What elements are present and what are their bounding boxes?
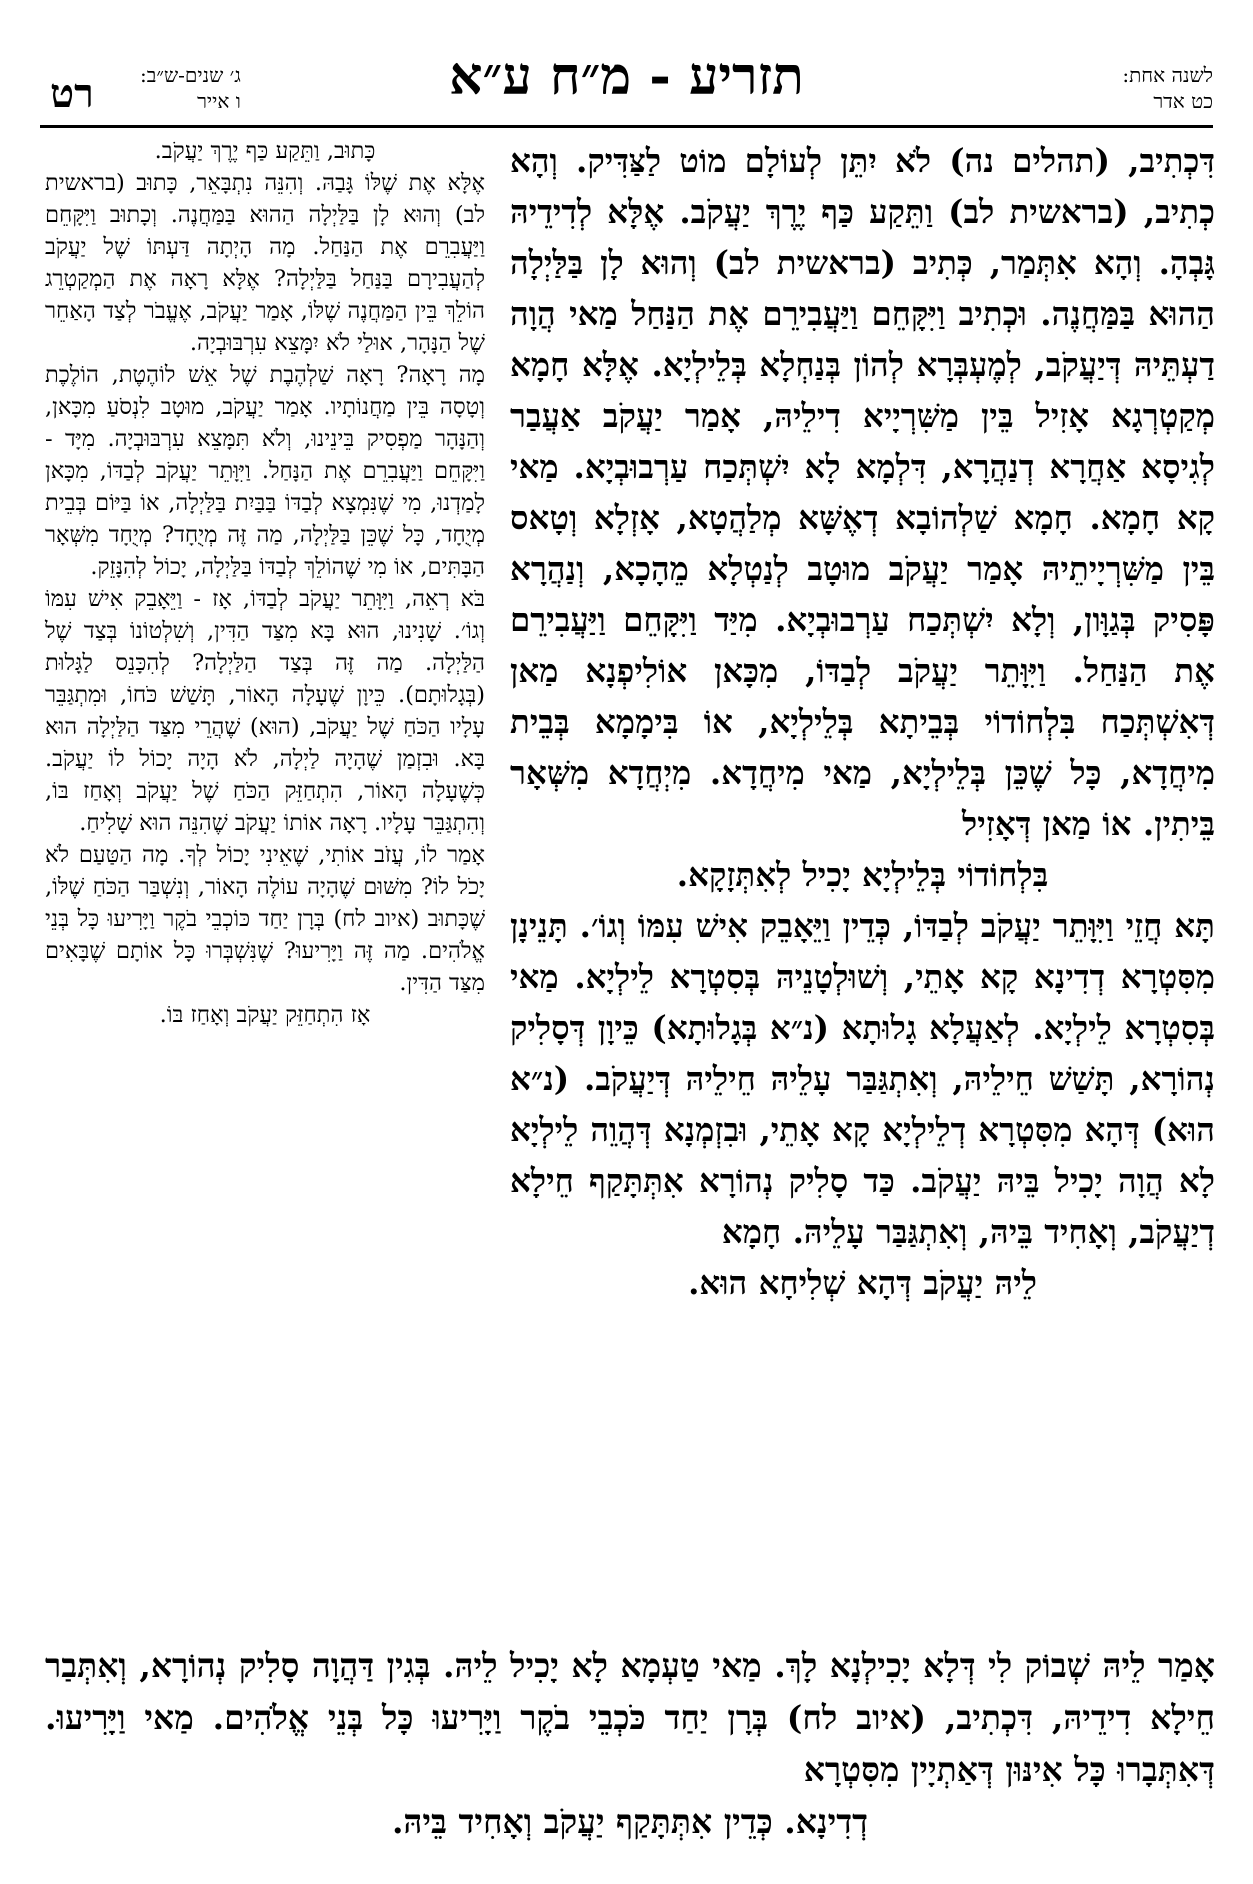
aramaic-paragraph: לֵיהּ יַעֲקֹב דְּהָא שְׁלִיחָא הוּא. [688,1263,1037,1302]
bottom-paragraph: דְדִינָא. כְּדֵין אִתְּתָּקַף יַעֲקֹב וְאָחִיד בֵּיהּ. [391,1802,869,1841]
aramaic-paragraph: תָּא חֲזֵי וַיִּוָּתֵר יַעֲקֹב לְבַדּוֹ, כְּדֵין וַיֵּאָבֵק אִישׁ עִמּוֹ וְגוֹ׳. תָּנֵינָן מִסִּטְרָא דְדִינָא קָא אָתֵי, וְשׁוּלְטָנֵיהּ בְּסִטְרָא לֵילְיָא. מַאי בְּסִטְרָא לֵילְיָא. לְאַעֲלָא גָלוּתָא (נ״א בְּגָלוּתָא) כֵּיוָן דְּסָלִיק נְהוֹרָא, תָּשַׁשׁ חֵילֵיהּ, וְאִתְגַּבַּר עָלֵיהּ חֵילֵיהּ דְּיַעֲקֹב. (נ״א הוּא) דְּהָא מִסִּטְרָא דְלֵילְיָא קָא אָתֵי, וּבִזְמְנָא דְּהֲוֵה לֵילְיָא לָא הֲוָה יָכִיל בֵּיהּ יַעֲקֹב. כַּד סָלִיק נְהוֹרָא אִתְּתָּקַף חֵילָא דְיַעֲקֹב, וְאָחִיד בֵּיהּ, וְאִתְגַּבַּר עָלֵיהּ. חָמָא [510,906,1215,1251]
schedule-one-year-label: לשנה אחת: [1122,63,1213,87]
translation-paragraph: בֹּא רְאֵה, וַיִּוָּתֵר יַעֲקֹב לְבַדּוֹ, אָז - וַיֵּאָבֵק אִישׁ עִמּוֹ וְגוֹ׳. שָׁנִינוּ, הוּא בָּא מִצַּד הַדִּין, וְשִׁלְטוֹנוֹ בְּצַד שֶׁל הַלַּיְלָה. מַה זֶּה בְּצַד הַלַּיְלָה? לְהִכָּנֵס לַגָּלוּת (בְּגָלוּתָם). כֵּיוָן שֶׁעָלָה הָאוֹר, תָּשַׁשׁ כֹּחוֹ, וּמִתְגַּבֵּר עָלָיו הַכֹּחַ שֶׁל יַעֲקֹב, (הוּא) שֶׁהֲרֵי מִצַּד הַלַּיְלָה הוּא בָּא. וּבִזְמַן שֶׁהָיָה לַיְלָה, לֹא הָיָה יָכוֹל לוֹ יַעֲקֹב. כְּשֶׁעָלָה הָאוֹר, הִתְחַזֵּק הַכֹּחַ שֶׁל יַעֲקֹב וְאָחַז בּוֹ, וְהִתְגַּבֵּר עָלָיו. רָאָה אוֹתוֹ יַעֲקֹב שֶׁהִנֵּה הוּא שָׁלִיחַ. [45,586,485,836]
hebrew-translation-column [45,135,485,1625]
schedule-three-years [140,62,241,114]
aramaic-text-column [510,135,1215,1625]
page-number: רט [50,70,94,117]
translation-paragraph: מָה רָאָה? רָאָה שַׁלְהֶבֶת שֶׁל אֵשׁ לוֹהֶטֶת, הוֹלֶכֶת וְטָסָה בֵּין מַחֲנוֹתָיו. אָמַר יַעֲקֹב, מוּטָב לִנְסֹעַ מִכָּאן, וְהַנָּהָר מַפְסִיק בֵּינֵינוּ, וְלֹא תִּמָּצֵא עִרְבּוּבְיָה. מִיָּד - וַיִּקָּחֵם וַיַּעֲבִרֵם אֶת הַנָּחַל. וַיִּוָּתֵר יַעֲקֹב לְבַדּוֹ, מִכָּאן לָמַדְנוּ, מִי שֶׁנִּמְצָא לְבַדּוֹ בַּבַּיִת בַּלַּיְלָה, אוֹ בַּיּוֹם בְּבֵית מְיֻחָד, כָּל שֶׁכֵּן בַּלַּיְלָה, מַה זֶּה מְיֻחָד? מְיֻחָד מִשְּׁאָר הַבָּתִּים, אוֹ מִי שֶׁהוֹלֵךְ לְבַדּוֹ בַּלַּיְלָה, יָכוֹל לְהִנָּזֵק. [45,362,485,580]
translation-paragraph: אֶלָּא אֶת שֶׁלּוֹ גָּבַהּ. וְהִנֵּה נִתְבָּאֵר, כָּתוּב (בראשית לב) וְהוּא לָן בַּלַּיְלָה הַהוּא בַּמַּחֲנֶה. וְכָתוּב וַיִּקָּחֵם וַיַּעֲבִרֵם אֶת הַנַּחַל. מָה הָיְתָה דַּעְתּוֹ שֶׁל יַעֲקֹב לְהַעֲבִירָם בַּנַּחַל בַּלַּיְלָה? אֶלָּא רָאָה אֶת הַמְקַטְרֵג הוֹלֵךְ בֵּין הַמַּחֲנֶה שֶׁלּוֹ, אָמַר יַעֲקֹב, אֶעֱבֹר לְצַד הָאַחֵר שֶׁל הַנָּהָר, אוּלַי לֹא יִמָּצֵא עִרְבּוּבְיָה. [45,170,485,356]
translation-paragraph: אָמַר לוֹ, עֲזֹב אוֹתִי, שֶׁאֵינִי יָכוֹל לְךָ. מָה הַטַּעַם לֹא יָכֹל לוֹ? מִשּׁוּם שֶׁהָיָה עוֹלֶה הָאוֹר, וְנִשְׁבַּר הַכֹּחַ שֶׁלּוֹ, שֶׁכָּתוּב (איוב לח) בְּרָן יַחַד כּוֹכְבֵי בֹקֶר וַיָּרִיעוּ כָּל בְּנֵי אֱלֹהִים. מַה זֶּה וַיָּרִיעוּ? שֶׁנִּשְׁבְּרוּ כָּל אוֹתָם שֶׁבָּאִים מִצַּד הַדִּין. [45,842,485,996]
page-title: תזריע - מ״ח ע״א [449,46,804,107]
aramaic-paragraph: בִּלְחוֹדוֹי בְּלֵילְיָא יָכִיל לְאִתְּזָקָא. [676,855,1049,894]
schedule-three-years-label: ג׳ שנים-ש״ב: [140,63,241,87]
header-divider [40,125,1213,128]
schedule-one-year-date: כט אדר [1153,89,1213,113]
aramaic-bottom-text [45,1640,1215,1848]
translation-paragraph: כָּתוּב, וַתֵּקַע כַּף יֶרֶךְ יַעֲקֹב. [154,138,376,164]
page-header [30,34,1223,117]
schedule-three-years-date: ו אייר [197,89,241,113]
bottom-paragraph: אָמַר לֵיהּ שְׁבוֹק לִי דְּלָא יָכִילְנָא לָךְ. מַאי טַעְמָא לָא יָכִיל לֵיהּ. בְּגִין דַּהֲוָה סָלִיק נְהוֹרָא, וְאִתְּבַר חֵילָא דִידֵיהּ, דִּכְתִיב, (איוב לח) בְּרָן יַחַד כֹּכְבֵי בֹקֶר וַיָּרִיעוּ כָּל בְּנֵי אֱלֹהִים. מַאי וַיָּרִיעוּ. דְּאִתְּבָרוּ כָּל אִינּוּן דְּאַתְיָין מִסִּטְרָא [45,1646,1215,1789]
aramaic-paragraph: דִּכְתִיב, (תהלים נה) לֹא יִתֵּן לְעוֹלָם מוֹט לַצַּדִּיק. וְהָא כְתִיב, (בראשית לב) וַתֵּקַע כַּף יֶרֶךְ יַעֲקֹב. אֶלָּא לְדִידֵיהּ גָּבְהָ. וְהָא אִתְּמַר, כְּתִיב (בראשית לב) וְהוּא לָן בַּלַּיְלָה הַהוּא בַּמַּחֲנֶה. וּכְתִיב וַיִּקָּחֵם וַיַּעֲבִירֵם אֶת הַנַּחַל מַאי הֲוָה דַעְתֵּיהּ דְּיַעֲקֹב, לְמֶעְבְּרָא לְהוֹן בְּנַחְלָא בְּלֵילְיָא. אֶלָּא חָמָא מְקַטְרְגָא אָזִיל בֵּין מַשִּׁרְיָיא דִילֵיהּ, אָמַר יַעֲקֹב אַעֲבַר לְגִיסָא אַחֲרָא דְנַהֲרָא, דִּלְמָא לָא יִשְׁתְּכַח עַרְבוּבְיָא. מַאי קָא חָמָא. חָמָא שַׁלְהוֹבָא דְאֶשָּׁא מְלַהֲטָא, אָזְלָא וְטָאס בֵּין מַשִּׁרְיָיתֵיהּ אָמַר יַעֲקֹב מוּטָב לְנַטְלָא מֵהָכָא, וְנַהֲרָא פָּסִיק בְּגַוָּון, וְלָא יִשְׁתְּכַח עַרְבוּבְיָא. מִיַּד וַיִּקָּחֵם וַיַּעֲבִירֵם אֶת הַנַּחַל. וַיִּוָּתֵר יַעֲקֹב לְבַדּוֹ, מִכָּאן אוֹלִיפְנָא מַאן דְּאִשְׁתְּכַח בִּלְחוֹדוֹי בְּבֵיתָא בְּלֵילְיָא, אוֹ בִּימָמָא בְּבֵית מִיחֲדָא, כָּל שֶׁכֵּן בְּלֵילְיָא, מַאי מִיחֲדָא. מִיְחֲדָא מִשְּׁאָר בֵּיתִין. אוֹ מַאן דְּאָזִיל [510,141,1215,843]
translation-paragraph: אָז הִתְחַזֵּק יַעֲקֹב וְאָחַז בּוֹ. [159,1002,371,1028]
